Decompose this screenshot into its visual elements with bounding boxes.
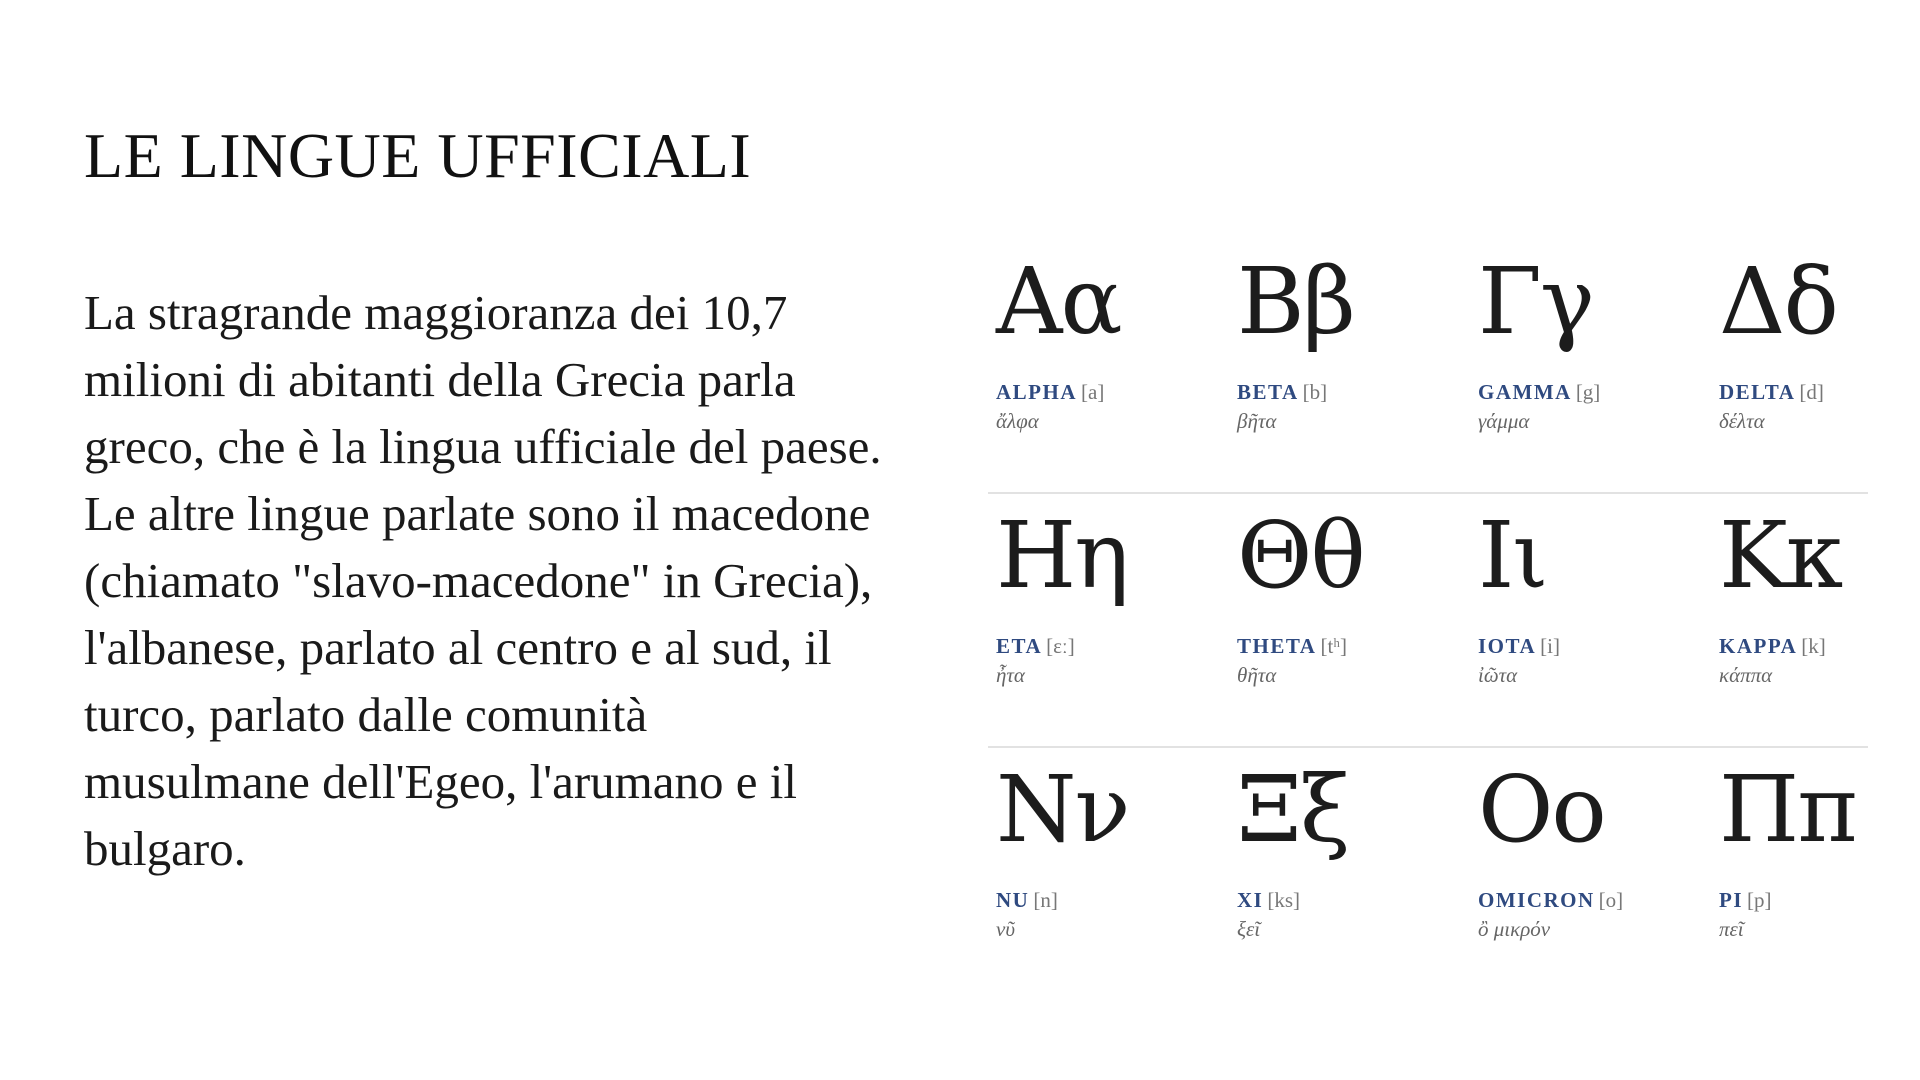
letter-glyph: Δδ xyxy=(1719,248,1837,355)
letter-nu xyxy=(988,748,1229,1002)
letter-name: NU xyxy=(996,888,1030,912)
letter-ipa: [i] xyxy=(1540,634,1560,658)
letter-name: KAPPA xyxy=(1719,634,1798,658)
letter-glyph: Ππ xyxy=(1719,756,1856,863)
letter-delta xyxy=(1711,240,1868,494)
letter-gamma xyxy=(1470,240,1711,494)
greek-alphabet-figure xyxy=(988,240,1868,960)
letter-greek-name: δέλτα xyxy=(1719,409,1765,433)
paragraph-line: l'albanese, parlato al centro e al sud, il xyxy=(84,620,832,675)
paragraph-line: bulgaro. xyxy=(84,821,246,876)
letter-ipa: [ks] xyxy=(1267,888,1301,912)
paragraph-line: turco, parlato dalle comunità xyxy=(84,687,648,742)
letter-glyph: Γγ xyxy=(1478,248,1593,355)
letter-name: XI xyxy=(1237,888,1264,912)
letter-alpha xyxy=(988,240,1229,494)
letter-glyph: Ιι xyxy=(1478,502,1547,609)
paragraph-line: Le altre lingue parlate sono il macedone xyxy=(84,486,871,541)
page-title: LE LINGUE UFFICIALI xyxy=(84,120,752,191)
letter-glyph: Ηη xyxy=(996,502,1128,609)
letter-ipa: [g] xyxy=(1575,380,1601,404)
letter-kappa xyxy=(1711,494,1868,748)
letter-glyph: Νν xyxy=(996,756,1129,863)
body-paragraph xyxy=(84,279,964,882)
letter-glyph: Ββ xyxy=(1237,248,1354,355)
letter-glyph: Κκ xyxy=(1719,502,1842,609)
paragraph-line: (chiamato "slavo-macedone" in Grecia), xyxy=(84,553,873,608)
letter-ipa: [k] xyxy=(1801,634,1826,658)
letter-pi xyxy=(1711,748,1868,1002)
letter-ipa: [tʰ] xyxy=(1320,634,1348,658)
letter-greek-name: νῦ xyxy=(996,917,1015,941)
alphabet-row-2 xyxy=(988,494,1868,748)
letter-ipa: [p] xyxy=(1747,888,1772,912)
letter-ipa: [b] xyxy=(1302,380,1328,404)
letter-ipa: [ɛː] xyxy=(1046,634,1075,658)
letter-glyph: Θθ xyxy=(1237,502,1364,609)
letter-ipa: [n] xyxy=(1033,888,1058,912)
letter-iota xyxy=(1470,494,1711,748)
letter-greek-name: ἦτα xyxy=(996,663,1025,687)
letter-ipa: [a] xyxy=(1081,380,1105,404)
letter-greek-name: βῆτα xyxy=(1237,409,1277,433)
letter-greek-name: ἄλφα xyxy=(996,409,1039,433)
letter-ipa: [d] xyxy=(1799,380,1824,404)
letter-ipa: [o] xyxy=(1598,888,1624,912)
letter-glyph: Οο xyxy=(1478,756,1605,863)
letter-xi xyxy=(1229,748,1470,1002)
paragraph-line: milioni di abitanti della Grecia parla xyxy=(84,352,796,407)
letter-omicron xyxy=(1470,748,1711,1002)
paragraph-line: greco, che è la lingua ufficiale del paese. xyxy=(84,419,882,474)
letter-greek-name: ἰῶτα xyxy=(1478,663,1518,687)
letter-name: ETA xyxy=(996,634,1043,658)
alphabet-row-3 xyxy=(988,748,1868,1002)
paragraph-line: La stragrande maggioranza dei 10,7 xyxy=(84,285,788,340)
letter-name: DELTA xyxy=(1719,380,1796,404)
letter-name: GAMMA xyxy=(1478,380,1572,404)
letter-name: PI xyxy=(1719,888,1743,912)
letter-greek-name: γάμμα xyxy=(1478,409,1530,433)
letter-greek-name: ὂ μικρόν xyxy=(1478,917,1551,941)
paragraph-line: musulmane dell'Egeo, l'arumano e il xyxy=(84,754,797,809)
alphabet-row-1 xyxy=(988,240,1868,494)
letter-greek-name: ξεῖ xyxy=(1237,917,1261,941)
letter-name: THETA xyxy=(1237,634,1317,658)
letter-beta xyxy=(1229,240,1470,494)
letter-greek-name: θῆτα xyxy=(1237,663,1277,687)
letter-glyph: Αα xyxy=(996,248,1121,355)
letter-name: OMICRON xyxy=(1478,888,1595,912)
letter-name: BETA xyxy=(1237,380,1299,404)
letter-greek-name: κάππα xyxy=(1719,663,1773,687)
letter-glyph: Ξξ xyxy=(1237,756,1349,863)
letter-name: ALPHA xyxy=(996,380,1077,404)
letter-greek-name: πεῖ xyxy=(1719,917,1744,941)
letter-name: IOTA xyxy=(1478,634,1537,658)
letter-theta xyxy=(1229,494,1470,748)
letter-eta xyxy=(988,494,1229,748)
